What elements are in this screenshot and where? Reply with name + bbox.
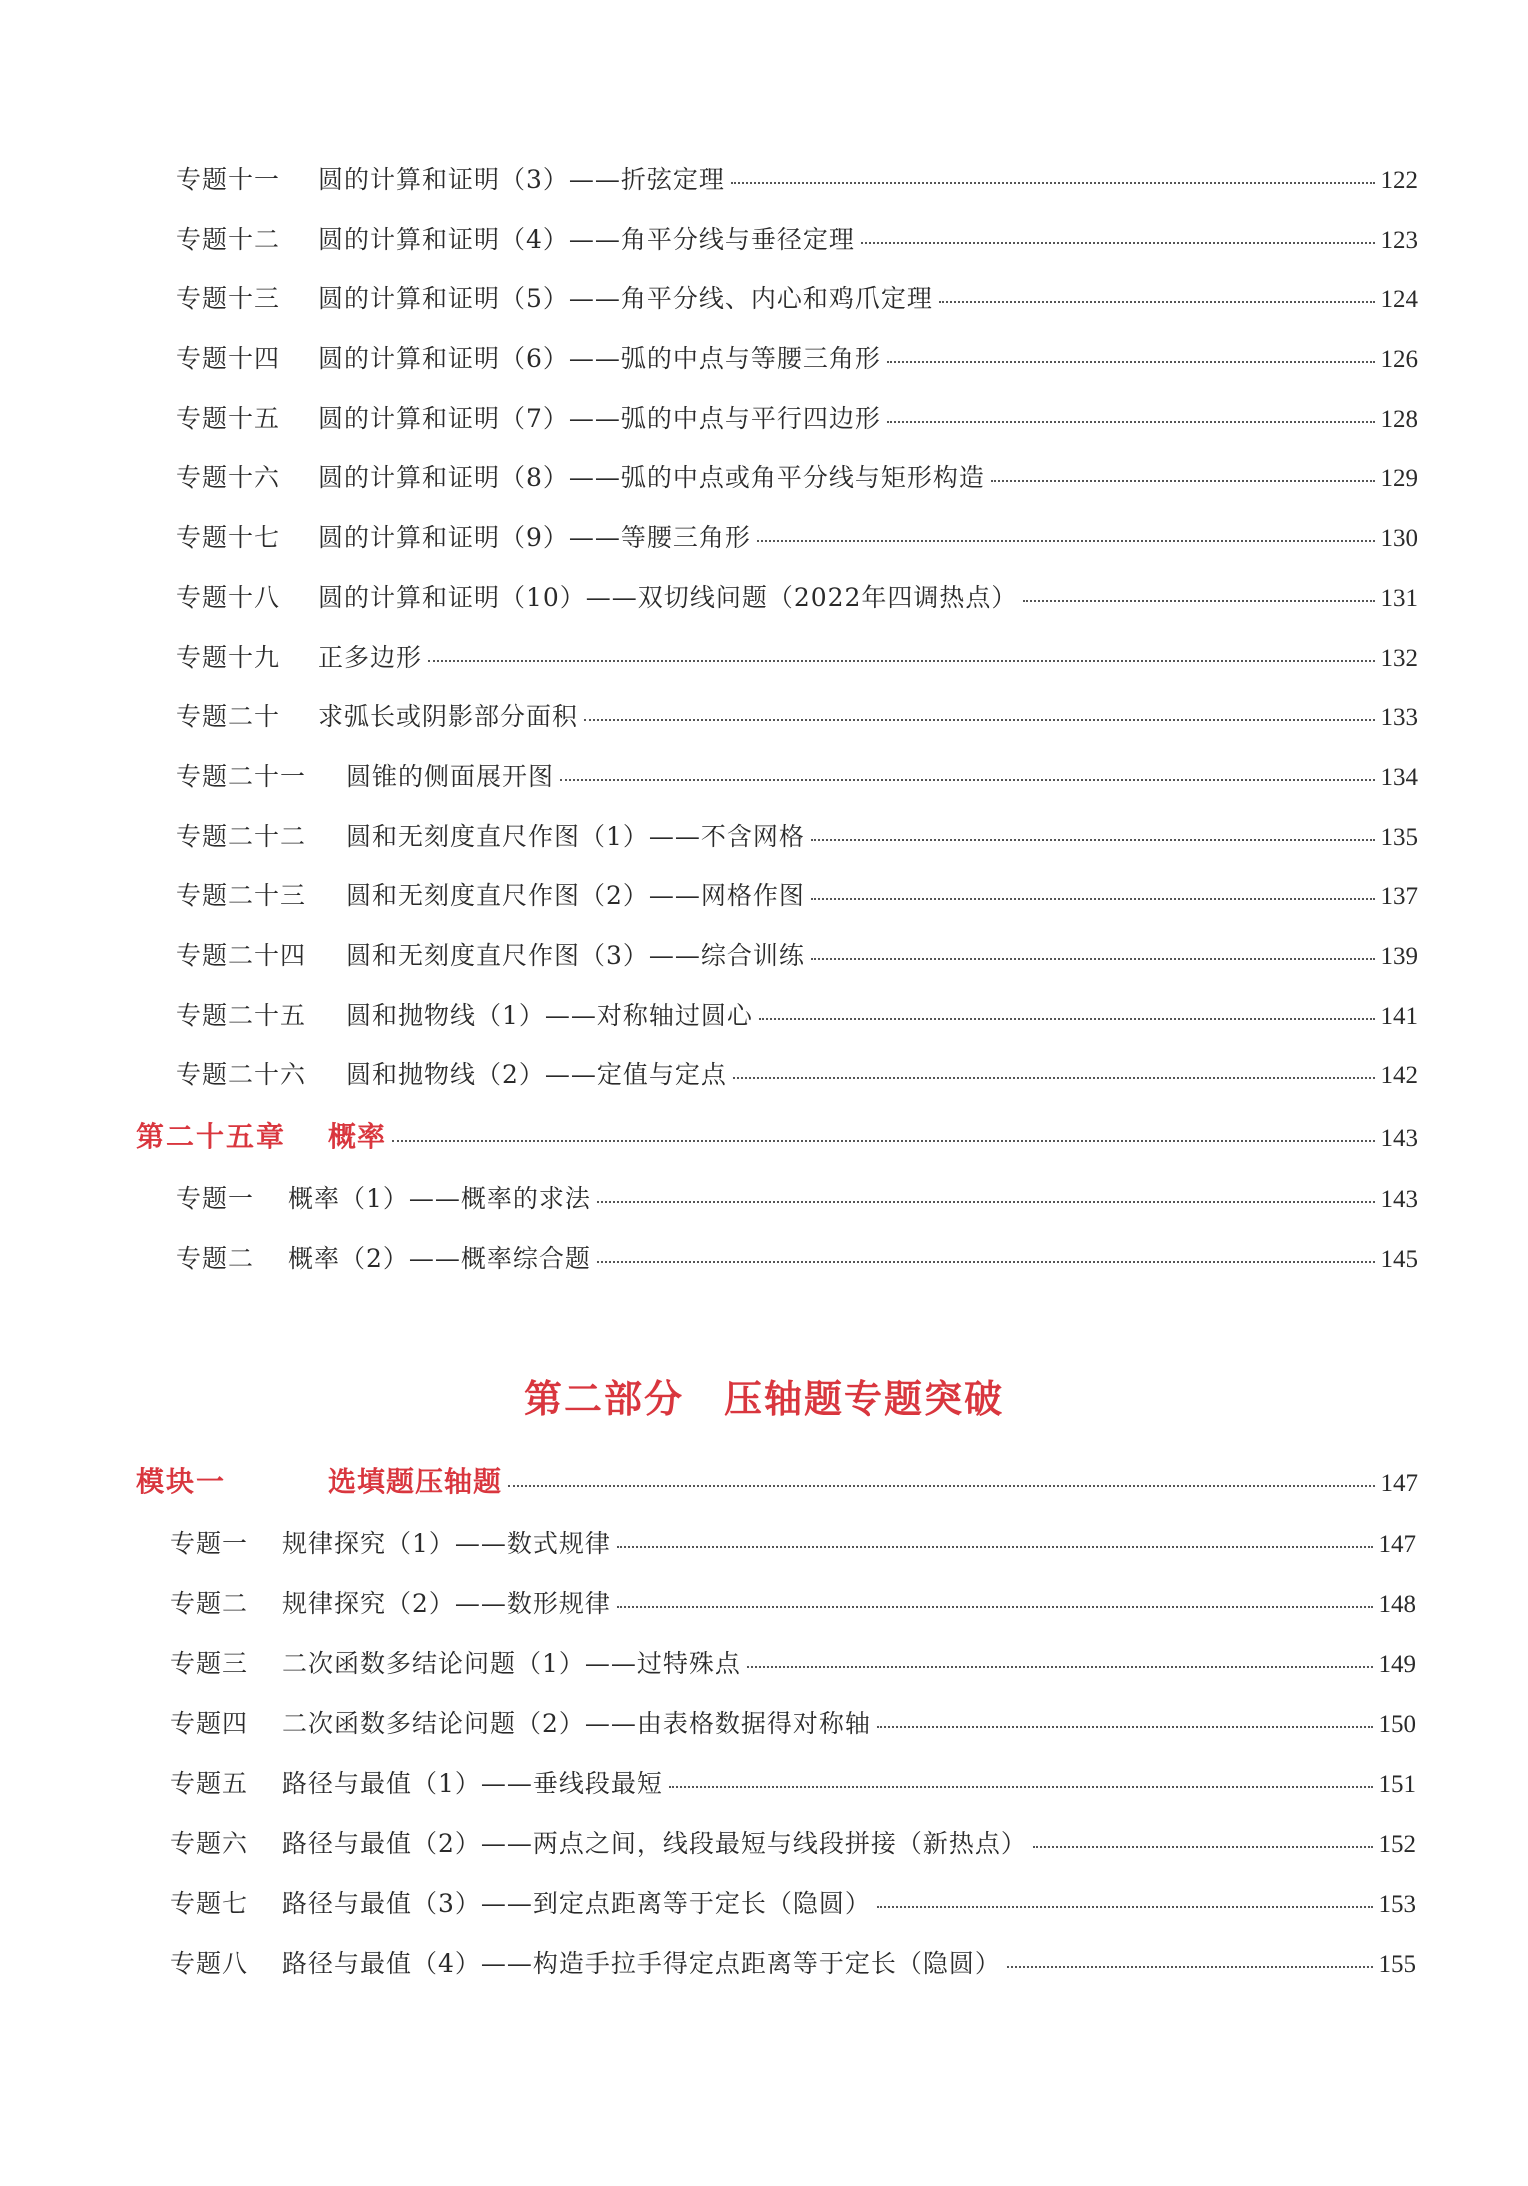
toc-entry-code: 专题十六 [176,463,281,493]
toc-entry-title: 圆的计算和证明（5）——角平分线、内心和鸡爪定理 [318,284,933,314]
dot-leader [733,1076,1375,1079]
toc-entry-page-number: 152 [1378,1831,1416,1858]
part-heading-title: 压轴题专题突破 [724,1376,1005,1421]
dot-leader [508,1484,1374,1487]
toc-entry-title: 正多边形 [318,642,423,672]
toc-entry-title: 圆的计算和证明（7）——弧的中点与平行四边形 [318,403,881,433]
dot-leader [1033,1845,1373,1848]
toc-entry-title: 圆的计算和证明（6）——弧的中点与等腰三角形 [318,344,881,374]
dot-leader [597,1200,1375,1203]
toc-topic-row[interactable] [176,339,1418,399]
toc-entry-page-number: 133 [1380,704,1418,732]
toc-topic-row[interactable] [176,1239,1418,1299]
toc-topic-row[interactable] [176,697,1418,757]
dot-leader [731,181,1375,184]
toc-entry-title: 圆的计算和证明（3）——折弦定理 [318,165,725,194]
toc-entry-code: 专题八 [170,1949,249,1978]
toc-entry-code: 专题二十一 [176,761,307,791]
toc-entry-page-number: 134 [1380,763,1418,791]
toc-topic-row[interactable] [176,399,1418,459]
part-heading-part: 第二部分 [523,1376,684,1421]
toc-entry-code: 专题十三 [176,284,281,314]
toc-entry-title: 圆和无刻度直尺作图（3）——综合训练 [346,940,805,970]
toc-topic-row[interactable] [176,220,1418,280]
toc-entry-title: 规律探究（1）——数式规律 [282,1529,611,1558]
toc-entry-title: 圆和抛物线（1）——对称轴过圆心 [346,1000,753,1030]
toc-topic-row[interactable] [170,1884,1416,1944]
toc-topic-row[interactable] [176,279,1418,339]
toc-entry-code: 专题一 [176,1184,255,1213]
toc-entry-title: 概率（1）——概率的求法 [288,1184,591,1213]
toc-section-part-two [0,1460,1528,2004]
dot-leader [747,1665,1373,1668]
toc-entry-page-number: 132 [1380,644,1418,672]
toc-topic-row[interactable] [176,1179,1418,1239]
toc-entry-title: 路径与最值（4）——构造手拉手得定点距离等于定长（隐圆） [282,1949,1001,1978]
toc-entry-page-number: 130 [1380,525,1418,553]
dot-leader [669,1785,1373,1788]
toc-entry-title: 圆的计算和证明（10）——双切线问题（2022年四调热点） [318,582,1018,612]
toc-entry-title: 圆和无刻度直尺作图（1）——不含网格 [346,821,805,851]
toc-topic-row[interactable] [176,817,1418,877]
toc-entry-title: 选填题压轴题 [328,1465,503,1498]
dot-leader [759,1017,1375,1020]
toc-topic-row[interactable] [176,876,1418,936]
dot-leader [811,838,1375,841]
toc-topic-row[interactable] [176,458,1418,518]
toc-entry-code: 专题十二 [176,224,281,254]
toc-entry-code: 专题一 [170,1529,249,1558]
toc-section-part-one [0,160,1528,1298]
toc-entry-code: 专题十五 [176,403,281,433]
toc-entry-title: 二次函数多结论问题（1）——过特殊点 [282,1649,741,1678]
toc-topic-row[interactable] [170,1584,1416,1644]
toc-entry-page-number: 149 [1378,1651,1416,1678]
toc-entry-code: 专题四 [170,1709,249,1738]
dot-leader [887,420,1375,423]
dot-leader [428,659,1374,662]
dot-leader [617,1605,1373,1608]
dot-leader [877,1725,1373,1728]
toc-entry-page-number: 123 [1380,226,1418,254]
dot-leader [811,897,1375,900]
toc-entry-code: 专题十四 [176,344,281,374]
toc-entry-title: 求弧长或阴影部分面积 [318,702,579,732]
toc-entry-code: 专题二 [170,1589,249,1618]
dot-leader [597,1260,1375,1263]
dot-leader [617,1545,1373,1548]
toc-entry-title: 圆的计算和证明（8）——弧的中点或角平分线与矩形构造 [318,463,985,493]
toc-topic-row[interactable] [176,578,1418,638]
toc-entry-page-number: 147 [1380,1470,1418,1497]
toc-entry-page-number: 143 [1380,1125,1418,1152]
toc-entry-code: 专题六 [170,1829,249,1858]
toc-entry-page-number: 148 [1378,1591,1416,1618]
toc-entry-page-number: 128 [1380,405,1418,433]
toc-entry-code: 专题二十四 [176,940,307,970]
toc-entry-title: 圆的计算和证明（4）——角平分线与垂径定理 [318,224,855,254]
toc-topic-row[interactable] [170,1644,1416,1704]
part-heading [0,1368,1528,1423]
toc-entry-title: 规律探究（2）——数形规律 [282,1589,611,1618]
toc-entry-page-number: 145 [1380,1245,1418,1273]
toc-entry-title: 圆和无刻度直尺作图（2）——网格作图 [346,881,805,911]
toc-topic-row[interactable] [176,936,1418,996]
toc-topic-row[interactable] [170,1764,1416,1824]
dot-leader [811,957,1375,960]
toc-topic-row[interactable] [170,1944,1416,2004]
toc-entry-page-number: 126 [1380,346,1418,374]
toc-entry-code: 模块一 [136,1465,227,1498]
toc-entry-code: 专题三 [170,1649,249,1678]
toc-entry-page-number: 150 [1378,1711,1416,1738]
toc-entry-page-number: 153 [1378,1891,1416,1918]
toc-topic-row[interactable] [176,757,1418,817]
dot-leader [991,479,1375,482]
toc-topic-row[interactable] [170,1824,1416,1884]
toc-entry-title: 概率（2）——概率综合题 [288,1243,591,1273]
toc-entry-code: 专题十八 [176,582,281,612]
toc-entry-page-number: 122 [1380,167,1418,194]
dot-leader [1023,599,1374,602]
toc-topic-row[interactable] [170,1704,1416,1764]
toc-entry-page-number: 141 [1380,1002,1418,1030]
toc-entry-code: 专题二 [176,1243,255,1273]
toc-entry-title: 路径与最值（1）——垂线段最短 [282,1769,663,1798]
toc-entry-page-number: 137 [1380,883,1418,911]
toc-entry-code: 专题二十 [176,702,281,732]
dot-leader [757,539,1375,542]
toc-topic-row[interactable] [176,638,1418,698]
toc-entry-code: 第二十五章 [136,1120,287,1153]
toc-entry-code: 专题十一 [176,165,281,194]
toc-entry-page-number: 143 [1380,1186,1418,1213]
dot-leader [560,778,1374,781]
toc-entry-title: 圆的计算和证明（9）——等腰三角形 [318,523,751,553]
toc-chapter-row[interactable] [136,1115,1418,1179]
toc-entry-page-number: 147 [1378,1531,1416,1558]
toc-topic-row[interactable] [176,160,1418,220]
dot-leader [877,1905,1373,1908]
toc-entry-page-number: 155 [1378,1951,1416,1978]
toc-chapter-row[interactable] [136,1460,1418,1524]
toc-entry-page-number: 131 [1380,584,1418,612]
toc-entry-page-number: 124 [1380,286,1418,314]
toc-topic-row[interactable] [176,996,1418,1056]
toc-entry-title: 圆和抛物线（2）——定值与定点 [346,1060,727,1090]
toc-entry-code: 专题七 [170,1889,249,1918]
toc-entry-page-number: 129 [1380,465,1418,493]
dot-leader [1007,1965,1373,1968]
dot-leader [392,1139,1374,1142]
dot-leader [939,300,1375,303]
toc-entry-title: 路径与最值（2）——两点之间，线段最短与线段拼接（新热点） [282,1829,1027,1858]
toc-entry-title: 二次函数多结论问题（2）——由表格数据得对称轴 [282,1709,871,1738]
dot-leader [887,360,1375,363]
dot-leader [861,241,1375,244]
toc-entry-code: 专题五 [170,1769,249,1798]
toc-entry-code: 专题二十六 [176,1060,307,1090]
toc-entry-title: 概率 [328,1120,387,1153]
toc-entry-title: 路径与最值（3）——到定点距离等于定长（隐圆） [282,1889,871,1918]
toc-entry-code: 专题二十二 [176,821,307,851]
toc-topic-row[interactable] [170,1524,1416,1584]
toc-entry-page-number: 142 [1380,1062,1418,1090]
dot-leader [584,718,1374,721]
toc-entry-code: 专题十九 [176,642,281,672]
toc-entry-code: 专题十七 [176,523,281,553]
toc-topic-row[interactable] [176,518,1418,578]
toc-entry-page-number: 139 [1380,942,1418,970]
toc-entry-page-number: 151 [1378,1771,1416,1798]
toc-entry-page-number: 135 [1380,823,1418,851]
toc-topic-row[interactable] [176,1055,1418,1115]
toc-entry-code: 专题二十三 [176,881,307,911]
toc-entry-title: 圆锥的侧面展开图 [346,761,555,791]
toc-entry-code: 专题二十五 [176,1000,307,1030]
